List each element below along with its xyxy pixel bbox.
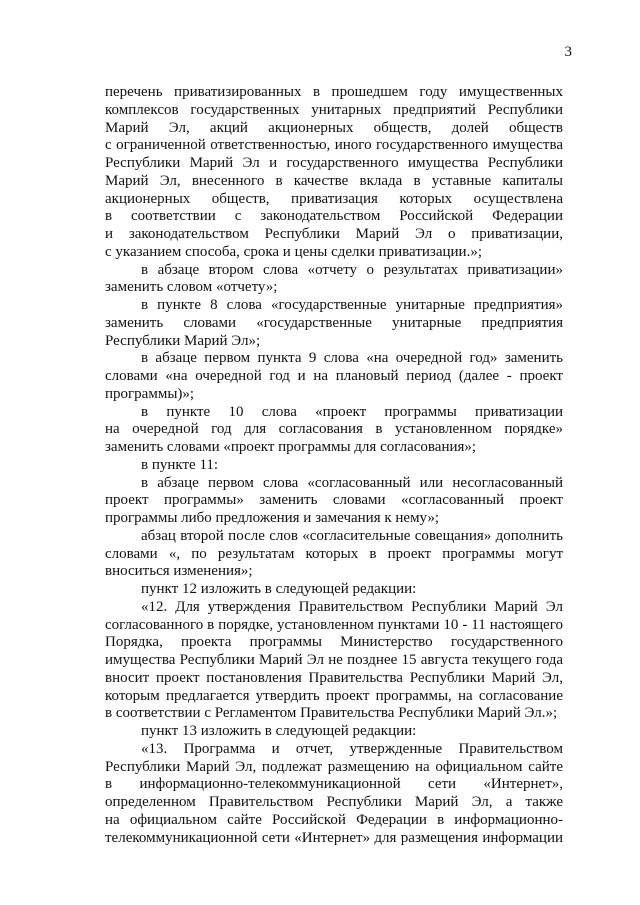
text-line: в абзаце первом слова «согласованный или несогласованный (141, 474, 563, 491)
text-line: и законодательством Республики Марий Эл о приватизации, (105, 226, 563, 242)
text-line: определенном Правительством Республики Марий Эл, а также (105, 794, 563, 810)
text-line: в соответствии с законодательством Российской Федерации (105, 208, 563, 225)
text-line: программы либо предложения и замечания к нему»; (105, 510, 440, 526)
text-line: в пункте 11: (141, 456, 219, 473)
text-line: Республики Марий Эл, подлежат размещению на официальном сайте (105, 758, 563, 775)
text-line: Марий Эл, акций акционерных обществ, долей обществ (105, 119, 563, 136)
text-line: на очередной год для согласования в установленном порядке» (105, 421, 563, 438)
text-line: телекоммуникационной сети «Интернет» для размещения информации (105, 829, 563, 846)
text-line: акционерных обществ, приватизация которых осуществлена (105, 190, 563, 207)
text-line: словами «на очередной год и на плановый период (далее - проект (105, 368, 563, 384)
text-line: в соответствии с Регламентом Правительства Республики Марий Эл.»; (105, 705, 558, 722)
text-line: «13. Программа и отчет, утвержденные Правительством (141, 740, 563, 757)
text-line: вноситься изменения»; (105, 563, 253, 580)
text-line: заменить словом «отчету»; (105, 279, 278, 296)
document-body (105, 84, 563, 847)
text-line: «12. Для утверждения Правительством Республики Марий Эл (141, 598, 563, 615)
text-line: имущества Республики Марий Эл не позднее 15 августа текущего года (105, 652, 563, 668)
text-line: Марий Эл, внесенного в качестве вклада в уставные капиталы (105, 172, 563, 189)
text-line: абзац второй после слов «согласительные совещания» дополнить (141, 527, 563, 544)
page-number: 3 (564, 44, 572, 60)
text-line: Республики Марий Эл»; (105, 332, 261, 349)
text-line: в информационно-телекоммуникационной сети «Интернет», (105, 776, 563, 793)
text-line: с ограниченной ответственностью, иного государственного имущества (105, 137, 563, 154)
text-line: в абзаце втором слова «отчету о результатах приватизации» (141, 261, 563, 278)
text-line: комплексов государственных унитарных предприятий Республики (105, 101, 563, 118)
text-line: заменить словами «проект программы для согласования»; (105, 439, 477, 455)
text-line: Порядка, проекта программы Министерство государственного (105, 634, 563, 651)
text-line: Республики Марий Эл и государственного имущества Республики (105, 155, 563, 171)
text-line: которым предлагается утвердить проект программы, на согласование (105, 687, 563, 704)
text-line: на официальном сайте Российской Федерации в информационно- (105, 811, 563, 828)
text-line: словами «, по результатам которых в проект программы могут (105, 545, 563, 562)
text-line: программы)»; (105, 385, 195, 402)
text-line: согласованного в порядке, установленном пунктами 10 - 11 настоящего (105, 616, 563, 633)
text-line: проект программы» заменить словами «согласованный проект (105, 492, 563, 509)
text-line: в абзаце первом пункта 9 слова «на очередной год» заменить (141, 350, 563, 367)
text-line: вносит проект постановления Правительства Республики Марий Эл, (105, 669, 563, 686)
text-line: перечень приватизированных в прошедшем году имущественных (105, 84, 563, 100)
text-line: пункт 13 изложить в следующей редакции: (141, 723, 417, 739)
text-line: с указанием способа, срока и цены сделки приватизации.»; (105, 243, 482, 260)
text-line: в пункте 8 слова «государственные унитарные предприятия» (141, 297, 563, 313)
text-line: заменить словами «государственные унитарные предприятия (105, 314, 563, 331)
text-line: пункт 12 изложить в следующей редакции: (141, 581, 417, 597)
text-line: в пункте 10 слова «проект программы приватизации (141, 403, 563, 420)
